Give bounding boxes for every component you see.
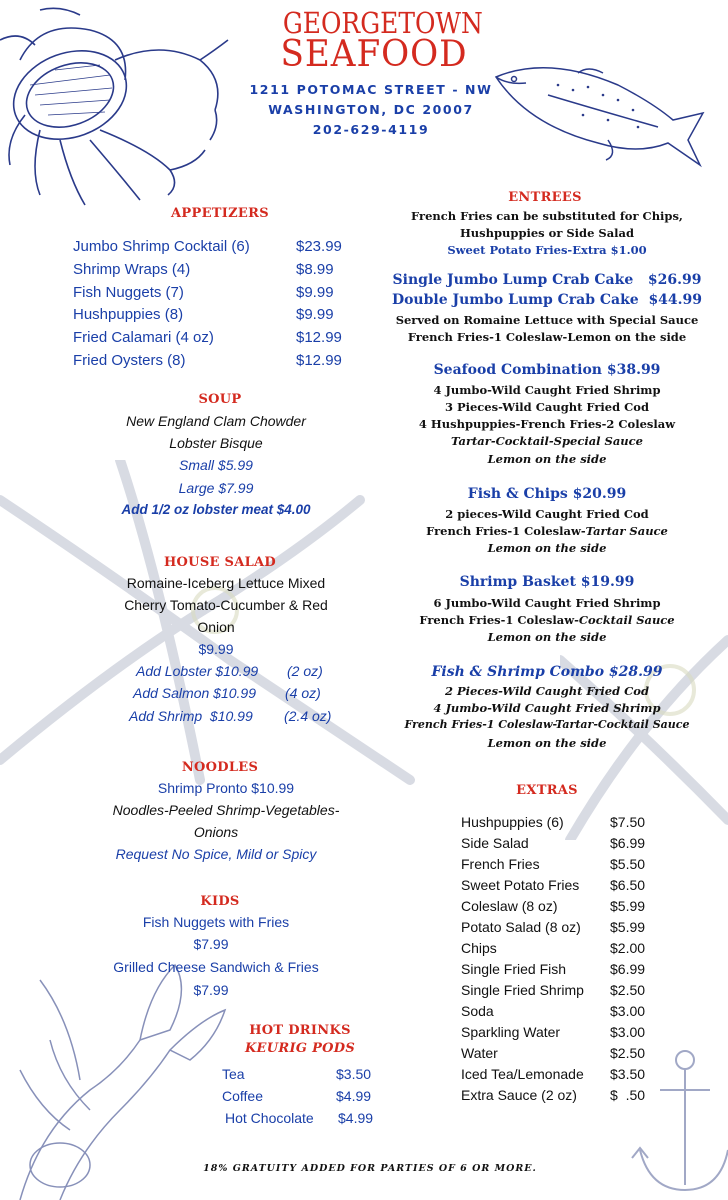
anchor-illustration xyxy=(630,1040,728,1200)
shrimp-basket-sauce: Cocktail Sauce xyxy=(578,613,675,627)
address-street: 1211 POTOMAC STREET - NW xyxy=(249,82,493,97)
fish-shrimp-combo-sides: French Fries-1 Coleslaw-Tartar-Cocktail Sauce xyxy=(404,718,690,731)
logo-line-1: GEORGETOWN xyxy=(282,6,483,40)
crab-cake-double: Double Jumbo Lump Crab Cake $44.99 xyxy=(391,292,703,308)
extra-price: $ .50 xyxy=(610,1087,646,1103)
salad-addon: Add Salmon $10.99 xyxy=(133,685,256,701)
appetizer-name: Jumbo Shrimp Cocktail (6) xyxy=(73,238,250,255)
noodles-desc: Noodles-Peeled Shrimp-Vegetables- xyxy=(112,802,340,818)
extra-name: Hushpuppies (6) xyxy=(461,814,564,830)
hot-drink-name: Hot Chocolate xyxy=(225,1110,314,1126)
extra-price: $6.99 xyxy=(610,835,646,851)
appetizers-heading: APPETIZERS xyxy=(171,206,269,221)
extra-name: Single Fried Shrimp xyxy=(461,982,584,998)
extra-price: $3.00 xyxy=(610,1003,646,1019)
soup-item: New England Clam Chowder xyxy=(126,413,306,429)
extra-price: $5.99 xyxy=(610,919,646,935)
extra-price: $7.50 xyxy=(610,814,646,830)
extra-price: $3.50 xyxy=(610,1066,646,1082)
soup-large-price: Large $7.99 xyxy=(178,480,254,496)
address-phone: 202-629-4119 xyxy=(312,122,430,137)
extras-heading: EXTRAS xyxy=(516,783,578,798)
fish-shrimp-combo-title: Fish & Shrimp Combo $28.99 xyxy=(431,664,663,680)
extra-name: Soda xyxy=(461,1003,494,1019)
hot-drinks-subtitle: KEURIG PODS xyxy=(244,1041,356,1056)
fish-chips-lemon: Lemon on the side xyxy=(487,541,607,555)
salad-addon-size: (4 oz) xyxy=(285,685,321,701)
seafood-combination-sauces: Tartar-Cocktail-Special Sauce xyxy=(451,434,643,448)
gratuity-notice: 18% GRATUITY ADDED FOR PARTIES OF 6 OR MORE. xyxy=(203,1163,537,1174)
salad-addon: Add Lobster $10.99 xyxy=(136,663,259,679)
salad-desc: Romaine-Iceberg Lettuce Mixed xyxy=(126,575,326,591)
salad-desc: Onion xyxy=(197,619,235,635)
crab-cake-desc: French Fries-1 Coleslaw-Lemon on the side xyxy=(407,330,687,344)
extra-price: $6.50 xyxy=(610,877,646,893)
extra-price: $2.00 xyxy=(610,940,646,956)
salad-addon-size: (2 oz) xyxy=(287,663,323,679)
shrimp-basket-title: Shrimp Basket $19.99 xyxy=(459,574,635,590)
fish-shrimp-combo-desc: 4 Jumbo-Wild Caught Fried Shrimp xyxy=(433,701,661,715)
extra-name: Iced Tea/Lemonade xyxy=(461,1066,584,1082)
extra-name: Single Fried Fish xyxy=(461,961,567,977)
salad-price: $9.99 xyxy=(198,641,234,657)
seafood-combination-desc: 4 Jumbo-Wild Caught Fried Shrimp xyxy=(433,383,661,397)
kids-item: Fish Nuggets with Fries xyxy=(142,914,290,930)
extra-name: Coleslaw (8 oz) xyxy=(461,898,558,914)
extra-price: $6.99 xyxy=(610,961,646,977)
fish-illustration xyxy=(488,55,710,170)
soup-addon: Add 1/2 oz lobster meat $4.00 xyxy=(121,502,311,517)
extra-name: Extra Sauce (2 oz) xyxy=(461,1087,577,1103)
entrees-note: French Fries can be substituted for Chips, xyxy=(411,209,683,223)
fish-shrimp-combo-desc: 2 Pieces-Wild Caught Fried Cod xyxy=(444,684,650,698)
seafood-combination-desc: 3 Pieces-Wild Caught Fried Cod xyxy=(444,400,650,414)
extra-name: Sweet Potato Fries xyxy=(461,877,580,893)
extra-name: Potato Salad (8 oz) xyxy=(461,919,581,935)
appetizer-price: $9.99 xyxy=(296,284,334,301)
fish-chips-desc: 2 pieces-Wild Caught Fried Cod xyxy=(445,507,649,521)
appetizer-price: $23.99 xyxy=(296,238,342,255)
soup-heading: SOUP xyxy=(198,392,242,407)
entrees-note: Hushpuppies or Side Salad xyxy=(459,226,635,240)
shrimp-basket-sides xyxy=(380,613,714,627)
extra-name: Chips xyxy=(461,940,497,956)
noodles-heading: NOODLES xyxy=(181,760,259,775)
salad-heading: HOUSE SALAD xyxy=(163,555,277,570)
appetizer-price: $12.99 xyxy=(296,352,342,369)
crab-illustration xyxy=(0,0,240,215)
extra-name: Water xyxy=(461,1045,498,1061)
appetizer-name: Fried Oysters (8) xyxy=(73,352,186,369)
logo-line-2: SEAFOOD xyxy=(280,34,468,75)
extra-price: $5.50 xyxy=(610,856,646,872)
appetizer-name: Hushpuppies (8) xyxy=(73,306,184,323)
crab-cake-desc: Served on Romaine Lettuce with Special Sauce xyxy=(395,313,699,327)
hot-drink-name: Coffee xyxy=(222,1088,263,1104)
shrimp-basket-lemon: Lemon on the side xyxy=(487,630,607,644)
extra-price: $5.99 xyxy=(610,898,646,914)
entrees-note-extra: Sweet Potato Fries-Extra $1.00 xyxy=(447,243,647,257)
extra-price: $2.50 xyxy=(610,1045,646,1061)
extra-name: Sparkling Water xyxy=(461,1024,561,1040)
appetizer-price: $12.99 xyxy=(296,329,342,346)
appetizer-name: Fried Calamari (4 oz) xyxy=(73,329,214,346)
salad-addon-size: (2.4 oz) xyxy=(284,708,332,724)
appetizer-price: $8.99 xyxy=(296,261,334,278)
soup-small-price: Small $5.99 xyxy=(179,457,253,473)
soup-item: Lobster Bisque xyxy=(169,435,263,451)
seafood-combination-lemon: Lemon on the side xyxy=(487,452,607,466)
address-city: WASHINGTON, DC 20007 xyxy=(268,102,474,117)
kids-item: Grilled Cheese Sandwich & Fries xyxy=(113,959,319,975)
crab-cake-single: Single Jumbo Lump Crab Cake $26.99 xyxy=(392,272,702,288)
salad-desc: Cherry Tomato-Cucumber & Red xyxy=(124,597,328,613)
hot-drinks-heading: HOT DRINKS xyxy=(249,1023,351,1038)
extra-price: $3.00 xyxy=(610,1024,646,1040)
fish-shrimp-combo-lemon: Lemon on the side xyxy=(487,736,607,750)
hot-drink-price: $4.99 xyxy=(338,1110,374,1126)
appetizer-name: Shrimp Wraps (4) xyxy=(73,261,191,278)
kids-price: $7.99 xyxy=(193,982,229,998)
fish-chips-sides xyxy=(380,524,714,538)
fish-chips-sides-text: French Fries-1 Coleslaw- xyxy=(426,524,586,538)
hot-drink-price: $3.50 xyxy=(336,1066,372,1082)
fish-chips-title: Fish & Chips $20.99 xyxy=(467,486,627,502)
hot-drink-name: Tea xyxy=(222,1066,245,1082)
seafood-combination-desc: 4 Hushpuppies-French Fries-2 Coleslaw xyxy=(418,417,676,431)
shrimp-basket-sides-text: French Fries-1 Coleslaw- xyxy=(419,613,579,627)
entrees-heading: ENTREES xyxy=(508,190,582,205)
hot-drink-price: $4.99 xyxy=(336,1088,372,1104)
shrimp-basket-desc: 6 Jumbo-Wild Caught Fried Shrimp xyxy=(433,596,661,610)
noodles-note: Request No Spice, Mild or Spicy xyxy=(115,846,317,862)
kids-heading: KIDS xyxy=(200,894,240,909)
appetizer-price: $9.99 xyxy=(296,306,334,323)
noodles-desc: Onions xyxy=(193,824,239,840)
extra-name: French Fries xyxy=(461,856,540,872)
extra-name: Side Salad xyxy=(461,835,529,851)
noodles-item: Shrimp Pronto $10.99 xyxy=(157,780,295,796)
salad-addon: Add Shrimp $10.99 xyxy=(129,708,253,724)
seafood-combination-title: Seafood Combination $38.99 xyxy=(433,362,661,378)
fish-chips-sauce: Tartar Sauce xyxy=(585,524,668,538)
kids-price: $7.99 xyxy=(193,936,229,952)
extra-price: $2.50 xyxy=(610,982,646,998)
appetizer-name: Fish Nuggets (7) xyxy=(73,284,184,301)
